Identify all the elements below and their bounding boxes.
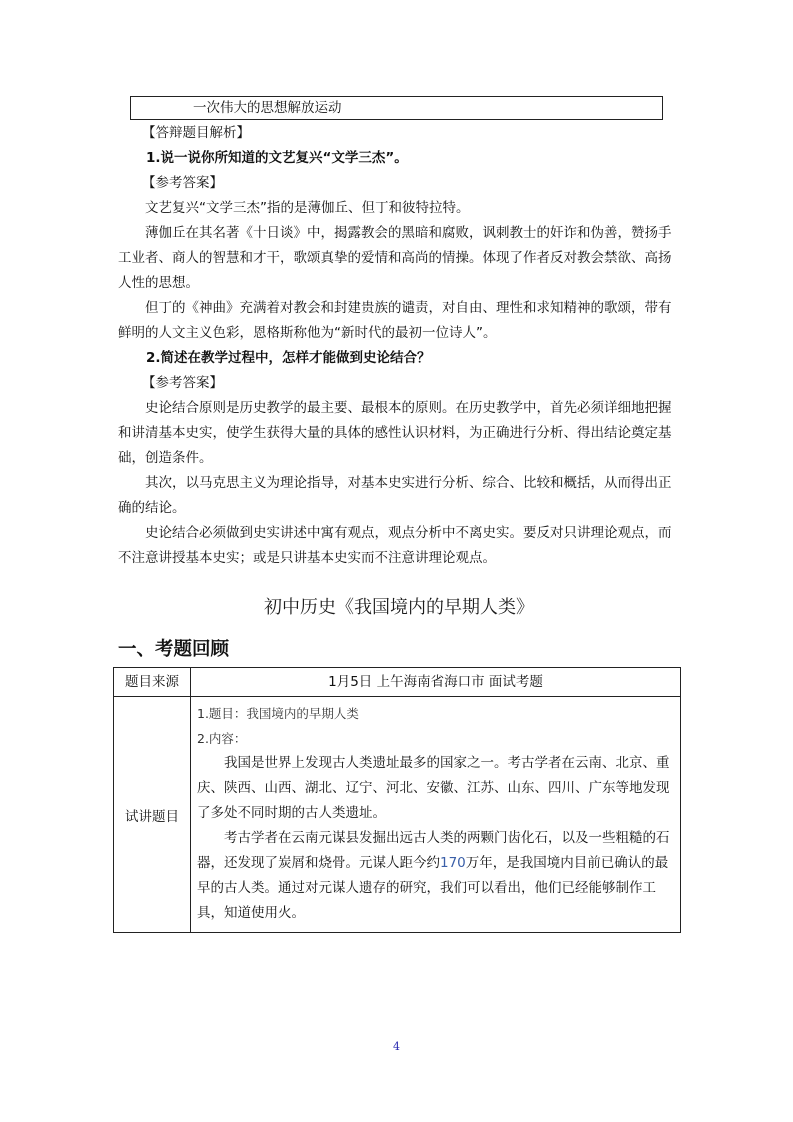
topic-content-cell	[191, 697, 681, 933]
content-paragraph-2-part-b: 万年，是我国境内目前已确认的最早的古人类。通过对元谋人遗存的研究，我们可以看出，他们已经能够制作工具，知道使用火。	[197, 855, 669, 921]
table-row	[114, 668, 681, 697]
question-2: 2.简述在教学过程中，怎样才能做到史论结合？	[146, 350, 431, 366]
question-1: 1.说一说你所知道的文艺复兴“文学三杰”。	[146, 150, 408, 166]
topic-item-2: 2.内容：	[197, 731, 247, 746]
q1-paragraph-1: 文艺复兴“文学三杰”指的是薄伽丘、但丁和彼特拉特。	[145, 200, 470, 216]
content-paragraph-2	[197, 826, 674, 926]
content-paragraph-1: 我国是世界上发现古人类遗址最多的国家之一。考古学者在云南、北京、重庆、陕西、山西、湖北、辽宁、河北、安徽、江苏、山东、四川、广东等地发现了多处不同时期的古人类遗址。	[197, 755, 670, 821]
heading-exam-review: 一、考题回顾	[118, 639, 230, 660]
page-number: 4	[393, 1040, 400, 1053]
reference-answer-label-1: 【参考答案】	[142, 175, 223, 191]
q2-paragraph-3: 史论结合必须做到史实讲述中寓有观点，观点分析中不离史实。要反对只讲理论观点，而不注意讲授基本史实；或是只讲基本史实而不注意讲理论观点。	[118, 525, 672, 566]
q2-paragraph-1: 史论结合原则是历史教学的最主要、最根本的原则。在历史教学中，首先必须详细地把握和讲清基本史实，使学生获得大量的具体的感性认识材料，为正确进行分析、得出结论奠定基础，创造条件。	[118, 400, 672, 466]
answer-header: 【答辩题目解析】	[142, 125, 250, 141]
boxed-text-line: 一次伟大的思想解放运动	[130, 96, 663, 120]
source-value-cell: 1月5日 上午海南省海口市 面试考题	[191, 668, 681, 697]
topic-item-1: 1.题目：我国境内的早期人类	[197, 706, 359, 721]
section-title: 初中历史《我国境内的早期人类》	[264, 597, 534, 618]
table-row	[114, 697, 681, 933]
years-number: 170	[440, 855, 466, 871]
q1-paragraph-2: 薄伽丘在其名著《十日谈》中，揭露教会的黑暗和腐败，讽刺教士的奸诈和伪善，赞扬手工业者、商人的智慧和才干，歌颂真挚的爱情和高尚的情操。体现了作者反对教会禁欲、高扬人性的思想。	[118, 225, 672, 291]
source-label-cell: 题目来源	[114, 668, 191, 697]
exam-info-table	[113, 667, 681, 933]
q2-paragraph-2: 其次，以马克思主义为理论指导，对基本史实进行分析、综合、比较和概括，从而得出正确的结论。	[118, 475, 672, 516]
topic-label-cell: 试讲题目	[114, 697, 191, 933]
answer-section	[118, 121, 680, 571]
q1-paragraph-3: 但丁的《神曲》充满着对教会和封建贵族的谴责，对自由、理性和求知精神的歌颂，带有鲜明的人文主义色彩，恩格斯称他为“新时代的最初一位诗人”。	[118, 300, 672, 341]
content-paragraph-2-part-a: 考古学者在云南元谋县发掘出远古人类的两颗门齿化石，以及一些粗糙的石器，还发现了炭屑和烧骨。元谋人距今约	[197, 830, 670, 871]
reference-answer-label-2: 【参考答案】	[142, 375, 223, 391]
